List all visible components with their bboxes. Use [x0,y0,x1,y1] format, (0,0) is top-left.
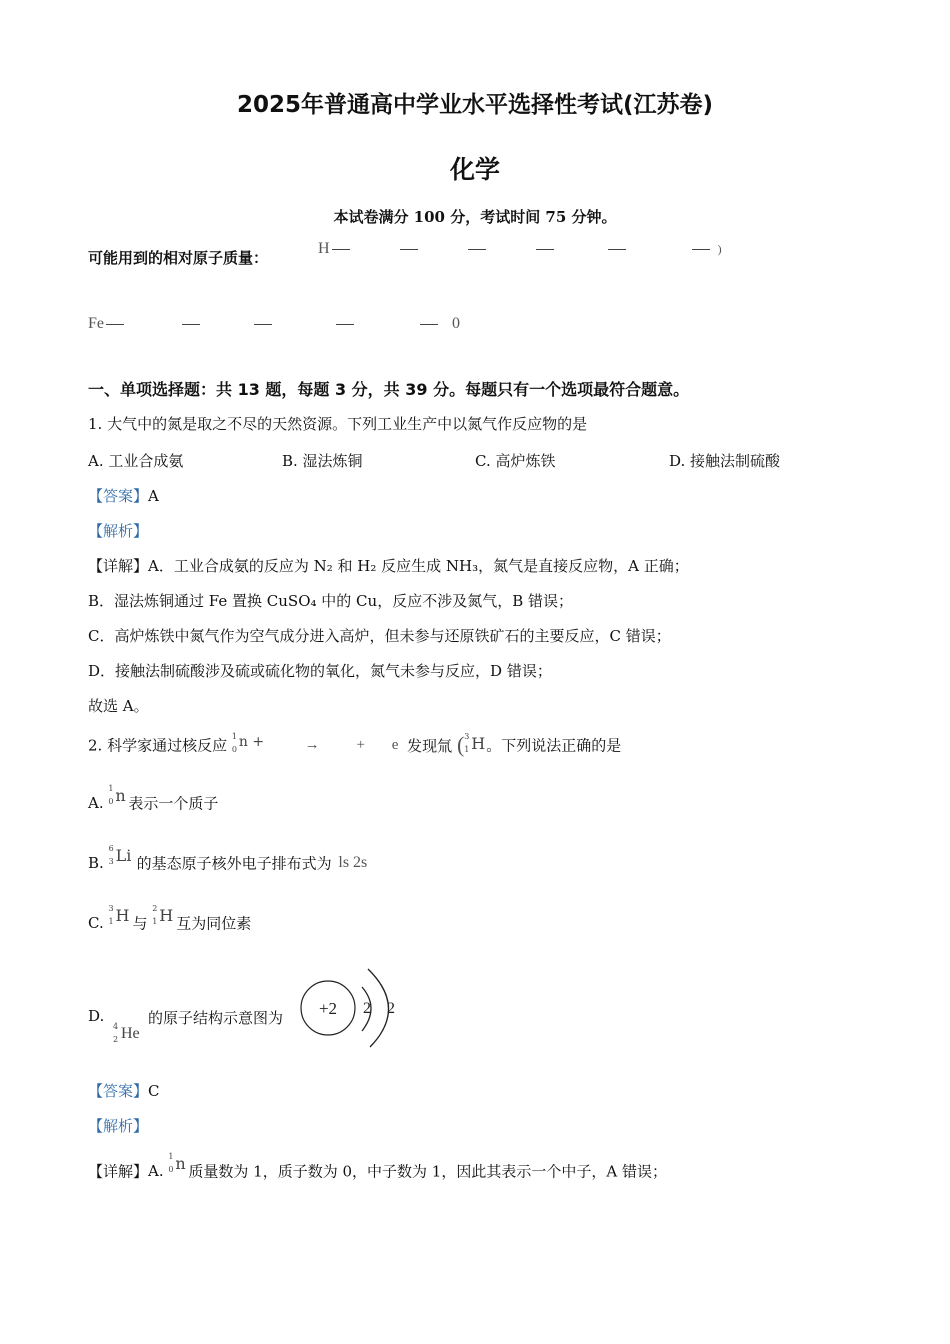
q2-answer-value: C [148,1082,160,1100]
q2-option-b-text: 的基态原子核外电子排布式为 [136,854,332,873]
option-b-lithium [109,844,137,870]
shell-1-electrons: 2 [363,1000,371,1017]
option-c-tritium [109,904,133,930]
option-c-tritium-symbol: H [115,906,130,925]
q1-analysis-tag: 【解析】 [88,522,149,540]
subject-title: 化学 [449,155,500,184]
q2-answer [88,1080,160,1101]
shell-2-electrons: 2 [387,1000,395,1017]
option-c-deuterium-symbol: H [159,906,174,925]
q2-answer-tag: 【答案】 [88,1082,149,1100]
q2-option-a-label: A. [88,794,104,812]
detail-a-neutron [168,1152,188,1178]
option-c-deuterium-atomic: 1 [152,917,158,926]
q2-stem [88,732,621,758]
option-b-lithium-symbol: Li [115,846,132,865]
q2-analysis-tag: 【解析】 [88,1117,149,1135]
reaction-neutron-mass: 1 [231,732,237,741]
tritium-nuclide [464,732,486,758]
q2-option-c-mid: 与 [132,914,148,933]
atomic-mass-line-1 [318,240,722,258]
q1-answer [88,485,159,506]
detail-a-neutron-symbol: n [175,1154,186,1173]
detail-a-neutron-mass: 1 [168,1152,174,1161]
q2-option-c-label: C. [88,914,104,932]
q1-detail-b: B．湿法炼铜通过 Fe 置换 CuSO₄ 中的 Cu，反应不涉及氮气，B 错误； [88,592,573,610]
option-b-lithium-mass: 6 [108,844,114,853]
q1-option-d: D. 接触法制硫酸 [669,452,781,470]
reaction-e: e [391,736,399,753]
option-b-lithium-atomic: 3 [108,857,114,866]
option-a-neutron-atomic: 0 [108,797,114,806]
option-a-neutron [108,784,128,810]
q2-stem-prefix: 2. 科学家通过核反应 [88,736,228,755]
exam-title: 2025年普通高中学业水平选择性考试(江苏卷) [236,92,714,118]
tritium-mass: 3 [464,732,470,741]
q1-detail-d: D．接触法制硫酸涉及硫或硫化物的氧化，氮气未参与反应，D 错误； [88,662,552,680]
reaction-neutron [232,732,272,758]
q2-detail-a-text: 质量数为 1，质子数为 0，中子数为 1，因此其表示一个中子，A 错误； [188,1162,667,1181]
reaction-plus: + [356,736,365,753]
q1-detail-a-text: A．工业合成氨的反应为 N₂ 和 H₂ 反应生成 NH₃，氮气是直接反应物，A 正确； [148,557,689,575]
option-d-helium [113,1022,153,1048]
exam-info: 本试卷满分 100 分，考试时间 75 分钟。 [333,208,617,226]
atomic-mass-h: H [318,240,330,257]
tritium-open-paren: ( [456,732,465,757]
tritium-atomic: 1 [464,745,470,754]
q2-stem-mid: 发现氚 [407,736,453,755]
q1-answer-tag: 【答案】 [88,487,149,505]
helium-atom-diagram [298,965,408,1049]
q1-answer-value: A [148,487,159,505]
reaction-arrow: → [304,736,320,753]
option-d-helium-atomic: 2 [113,1035,119,1044]
q2-option-a-text: 表示一个质子 [128,794,219,813]
q1-option-a: A. 工业合成氨 [88,452,184,470]
q2-option-a [88,784,219,816]
option-c-tritium-atomic: 1 [108,917,114,926]
option-c-deuterium-mass: 2 [152,904,158,913]
q2-option-b [88,844,368,876]
q2-option-c [88,904,252,936]
section-heading: 一、单项选择题：共 13 题，每题 3 分，共 39 分。每题只有一个选项最符合题意。 [88,380,690,399]
option-d-helium-symbol: He [121,1025,140,1042]
q1-option-c: C. 高炉炼铁 [475,452,556,470]
reaction-neutron-atomic: 0 [231,745,237,754]
atomic-mass-fe: Fe [88,315,104,332]
option-d-helium-mass: 4 [113,1022,119,1031]
q2-detail-a [88,1152,667,1184]
q1-detail-a [88,555,689,576]
option-c-tritium-mass: 3 [108,904,114,913]
q1-option-b: B. 湿法炼铜 [282,452,363,470]
atomic-mass-line2-end: 0 [452,315,460,332]
q2-option-b-label: B. [88,854,104,872]
q1-stem: 1. 大气中的氮是取之不尽的天然资源。下列工业生产中以氮气作反应物的是 [88,415,588,433]
q1-detail-tag: 【详解】 [88,557,149,575]
option-c-deuterium [152,904,176,930]
atomic-mass-line1-end: ) [717,242,722,256]
nucleus-charge: +2 [318,999,338,1018]
q2-detail-tag: 【详解】 [88,1162,149,1181]
q1-conclusion: 故选 A。 [88,697,149,715]
option-a-neutron-symbol: n [115,786,126,805]
q2-option-d-text: 的原子结构示意图为 [148,1009,284,1027]
q2-option-b-config: ls 2s [338,854,368,871]
q1-detail-c: C．高炉炼铁中氮气作为空气成分进入高炉，但未参与还原铁矿石的主要反应，C 错误； [88,627,671,645]
tritium-symbol: H [471,734,486,753]
detail-a-neutron-atomic: 0 [168,1165,174,1174]
q2-option-d-label: D. [88,1007,105,1025]
q2-stem-suffix: 。下列说法正确的是 [486,736,622,755]
atomic-mass-label: 可能用到的相对原子质量： [88,249,269,267]
q2-option-c-text: 互为同位素 [176,914,252,933]
atomic-mass-line-2 [88,315,460,333]
option-a-neutron-mass: 1 [108,784,114,793]
q2-detail-a-prefix: A. [148,1162,164,1180]
reaction-neutron-symbol: n + [238,734,265,750]
